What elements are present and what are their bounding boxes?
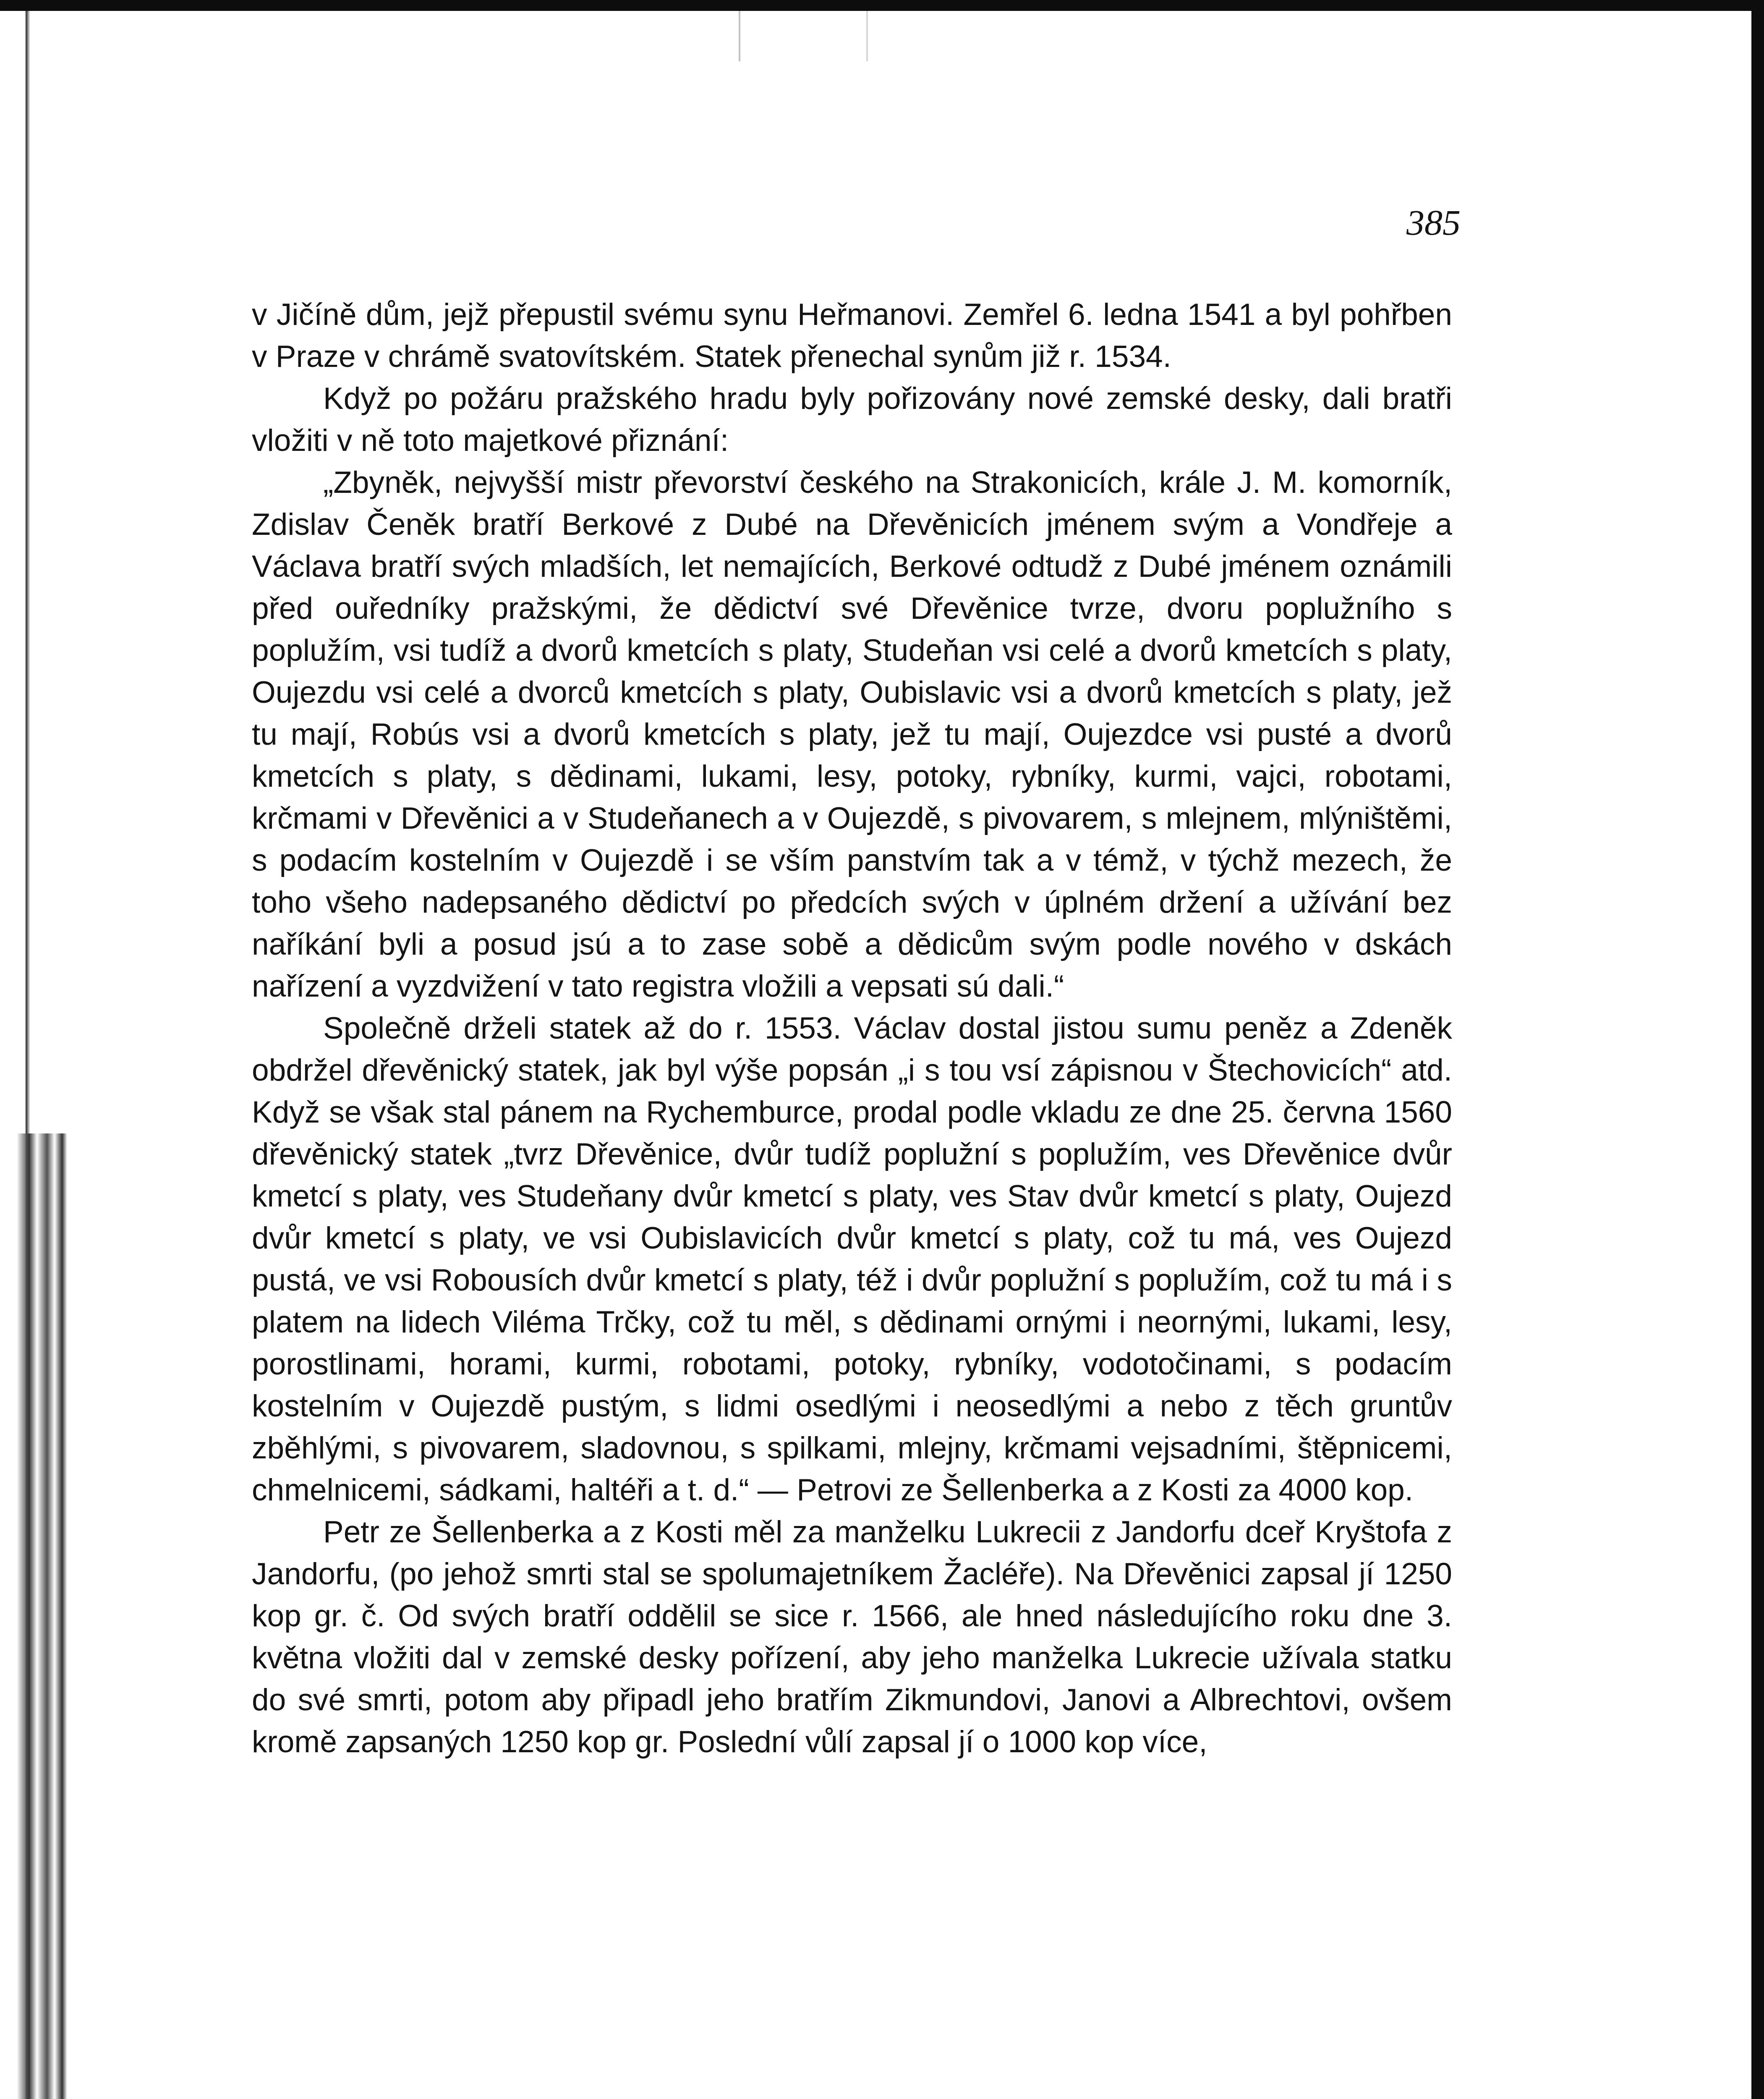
scan-artifact — [739, 11, 868, 61]
paragraph-5: Petr ze Šellenberka a z Kosti měl za manželku Lukrecii z Jandorfu dceř Kryštofa z Jandorfu, (po jehož smrti stal se spolumajetníkem Žacléře). Na Dřevěnici zapsal jí 1250 kop gr. č. Od svých bratří oddělil se sice r. 1566, ale hned následujícího roku dne 3. května vložiti dal v zemské desky pořízení, aby jeho manželka Lukrecie užívala statku do své smrti, potom aby připadl jeho bratřím Zikmundovi, Janovi a Albrechtovi, ovšem kromě zapsaných 1250 kop gr. Poslední vůlí zapsal jí o 1000 kop více, — [252, 1515, 1452, 1759]
paragraph-1: v Jičíně dům, jejž přepustil svému synu Heřmanovi. Zemřel 6. ledna 1541 a byl pohřben v Praze v chrámě svatovítském. Statek přenechal synům již r. 1534. — [252, 298, 1452, 374]
paragraph-3-quote: „Zbyněk, nejvyšší mistr převorství českého na Strakonicích, krále J. M. komorník, Zdislav Čeněk bratří Berkové z Dubé na Dřevěnicích jménem svým a Vondřeje a Václava bratří svých mladších, let nemajících, Berkové odtudž z Dubé jménem oznámili před ouředníky pražskými, že dědictví své Dřevěnice tvrze, dvoru poplužního s poplužím, vsi tudíž a dvorů kmetcích s platy, Studeňan vsi celé a dvorů kmetcích s platy, Oujezdu vsi celé a dvorců kmetcích s platy, Oubislavic vsi a dvorů kmetcích s platy, jež tu mají, Robús vsi a dvorů kmetcích s platy, jež tu mají, Oujezdce vsi pusté a dvorů kmetcích s platy, s dědinami, lukami, lesy, potoky, rybníky, kurmi, vajci, robotami, krčmami v Dřevěnici a v Studeňanech a v Oujezdě, s pivovarem, s mlejnem, mlýništěmi, s podacím kostelním v Oujezdě i se vším panstvím tak a v témž, v týchž mezech, že toho všeho nadepsaného dědictví po předcích svých v úplném držení a užívání bez naříkání byli a posud jsú a to zase sobě a dědicům svým podle nového v dskách nařízení a vyzdvižení v tato registra vložili a vepsati sú dali.“ — [252, 466, 1452, 1003]
page-number: 385 — [1406, 202, 1461, 243]
paragraph-4: Společně drželi statek až do r. 1553. Václav dostal jistou sumu peněz a Zdeněk obdržel dřevěnický statek, jak byl výše popsán „i s tou vsí zápisnou v Štechovicích“ atd. Když se však stal pánem na Rychemburce, prodal podle vkladu ze dne 25. června 1560 dřevěnický statek „tvrz Dřevěnice, dvůr tudíž poplužní s poplužím, ves Dřevěnice dvůr kmetcí s platy, ves Studeňany dvůr kmetcí s platy, ves Stav dvůr kmetcí s platy, Oujezd dvůr kmetcí s platy, ve vsi Oubislavicích dvůr kmetcí s platy, což tu má, ves Oujezd pustá, ve vsi Robousích dvůr kmetcí s platy, též i dvůr poplužní s poplužím, což tu má i s platem na lidech Viléma Trčky, což tu měl, s dědinami ornými i neornými, lukami, lesy, porostlinami, horami, kurmi, robotami, potoky, rybníky, vodotočinami, s podacím kostelním v Oujezdě pustým, s lidmi osedlými i neosedlými a nebo z těch gruntův zběhlými, s pivovarem, sladovnou, s spilkami, mlejny, krčmami vejsadními, štěpnicemi, chmelnicemi, sádkami, haltéři a t. d.“ — Petrovi ze Šellenberka a z Kosti za 4000 kop. — [252, 1011, 1452, 1507]
body-text — [252, 294, 1452, 1763]
paragraph-2: Když po požáru pražského hradu byly pořizovány nové zemské desky, dali bratři vložiti v ně toto majetkové přiznání: — [252, 382, 1452, 458]
